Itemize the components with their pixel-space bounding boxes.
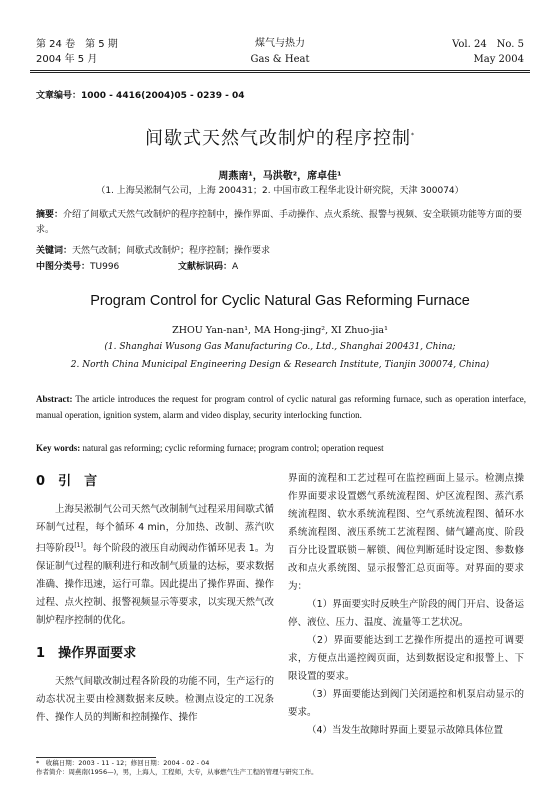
section-1-number: 1 xyxy=(36,646,46,662)
cn-keywords-label: 关键词： xyxy=(36,246,73,256)
section-0-title: 引 言 xyxy=(58,474,98,489)
left-column xyxy=(36,470,274,727)
article-number: 文章编号：1000 - 4416(2004)05 - 0239 - 04 xyxy=(36,91,245,101)
en-title: Program Control for Cyclic Natural Gas Reforming Furnace xyxy=(90,293,470,309)
requirement-item: （3）界面要能达到阀门关闭遥控和机泵启动显示的要求。 xyxy=(288,689,524,718)
header-rule-2 xyxy=(30,72,530,73)
cn-clc-label: 中图分类号： xyxy=(36,262,91,272)
en-keywords-text: natural gas reforming; cyclic reforming furnace; program control; operation request xyxy=(82,443,384,453)
intro-paragraph xyxy=(36,501,274,630)
requirement-item: （2）界面要能达到工艺操作所提出的遥控可调要求，方便点出遥控阀页面，达到数据设定和报警上、下限设置的要求。 xyxy=(288,635,524,682)
cn-authors: 周燕南¹，马洪敬²，席卓佳¹ xyxy=(218,171,342,182)
right-column xyxy=(288,470,524,740)
section-1-paragraph: 天然气间歇改制过程各阶段的功能不同，生产运行的动态状况主要由检测数据来反映。检测点设定的工况条件、操作人员的判断和控制操作、操作 xyxy=(36,676,274,724)
cn-abstract-label: 摘要： xyxy=(36,210,64,220)
footnote-author-bio: 作者简介：周燕南(1956—)，男，上海人，工程师，大专，从事燃气生产工程的管理与研究工作。 xyxy=(36,768,318,776)
cn-doc-code xyxy=(178,260,238,275)
en-abstract xyxy=(36,392,526,423)
intro-citation: [1] xyxy=(74,542,83,549)
cn-keywords xyxy=(36,244,526,259)
right-paragraph: 界面的流程和工艺过程可在监控画面上显示。检测点操作界面要求设置燃气系统流程图、炉区流程图、蒸汽系统流程图、软水系统流程图、空气系统流程图、循环水系统流程图、液压系统工艺流程图、储气罐高度、阶段百分比设置联锁－解锁、阀位判断延时设定图、参数修改和点火系统图、显示报警汇总页面等。对界面的要求为： xyxy=(288,473,524,592)
section-1-title: 操作界面要求 xyxy=(58,646,137,662)
intro-text-a: 上海吴淞制气公司天然气改制制气过程采用间歇式循环制气过程，每个循环 4 min，分加热、改制、蒸汽吹扫等阶段 xyxy=(36,504,274,555)
en-keywords-label: Key words: xyxy=(36,443,81,453)
header-month-en: May 2004 xyxy=(473,54,524,65)
requirement-item: （4）当发生故障时界面上要显示故障具体位置 xyxy=(307,725,504,736)
en-affiliation-1: (1. Shanghai Wusong Gas Manufacturing Co., Ltd., Shanghai 200431, China; xyxy=(104,342,456,352)
cn-title xyxy=(0,124,560,150)
intro-text-b: 。每个阶段的液压自动阀动作循环见表 1。为保证制气过程的顺利进行和改制气质量的达标，要求数据准确、操作迅速，运行可靠。因此提出了操作界面、操作过程、点火控制、报警视频显示等要求，以实现天然气改制炉程序控制的优化。 xyxy=(36,543,274,627)
header-volume: 第 24 卷 第 5 期 xyxy=(36,39,118,50)
requirements-list xyxy=(288,596,524,740)
footnote-rule xyxy=(36,757,156,758)
header-date: 2004 年 5 月 xyxy=(36,54,98,65)
section-0-heading xyxy=(36,470,274,489)
header-rule xyxy=(30,70,530,71)
en-authors: ZHOU Yan-nan¹, MA Hong-jing², XI Zhuo-jia¹ xyxy=(172,325,388,336)
cn-keywords-text: 天然气改制；间歇式改制炉；程序控制；操作要求 xyxy=(72,246,271,256)
en-affiliation-2: 2. North China Municipal Engineering Design & Research Institute, Tianjin 300074, China) xyxy=(70,360,490,370)
en-abstract-text: The article introduces the request for program control of cyclic natural gas reforming furnace, such as operation interface, manual operation, ignition system, alarm and video display, security interlocking function. xyxy=(36,394,527,420)
section-1-heading xyxy=(36,642,274,661)
requirement-item: （1）界面要实时反映生产阶段的阀门开启、设备运停、液位、压力、温度、流量等工艺状况。 xyxy=(288,599,524,628)
cn-abstract xyxy=(36,208,526,238)
header-journal-en: Gas & Heat xyxy=(250,54,310,65)
header-vol-en: Vol. 24 No. 5 xyxy=(452,39,524,50)
cn-doc-text: A xyxy=(232,262,239,272)
cn-title-footnote-mark: * xyxy=(411,132,415,139)
cn-abstract-text: 介绍了间歇式天然气改制炉的程序控制中，操作界面、手动操作、点火系统、报警与视频、安全联锁功能等方面的要求。 xyxy=(36,210,523,235)
en-keywords xyxy=(36,441,526,456)
header-journal-cn: 煤气与热力 xyxy=(255,38,305,49)
footnote xyxy=(36,759,318,777)
cn-title-text: 间歇式天然气改制炉的程序控制 xyxy=(145,128,411,149)
cn-affiliations: （1. 上海吴淞制气公司，上海 200431；2. 中国市政工程华北设计研究院，天津 300074） xyxy=(96,186,464,196)
cn-clc xyxy=(36,260,119,275)
en-abstract-label: Abstract: xyxy=(36,394,73,404)
cn-clc-text: TU996 xyxy=(90,262,120,272)
footnote-dates: * 收稿日期：2003 - 11 - 12；修回日期：2004 - 02 - 04 xyxy=(36,759,210,767)
cn-doc-label: 文献标识码： xyxy=(178,262,233,272)
section-0-number: 0 xyxy=(36,474,46,489)
